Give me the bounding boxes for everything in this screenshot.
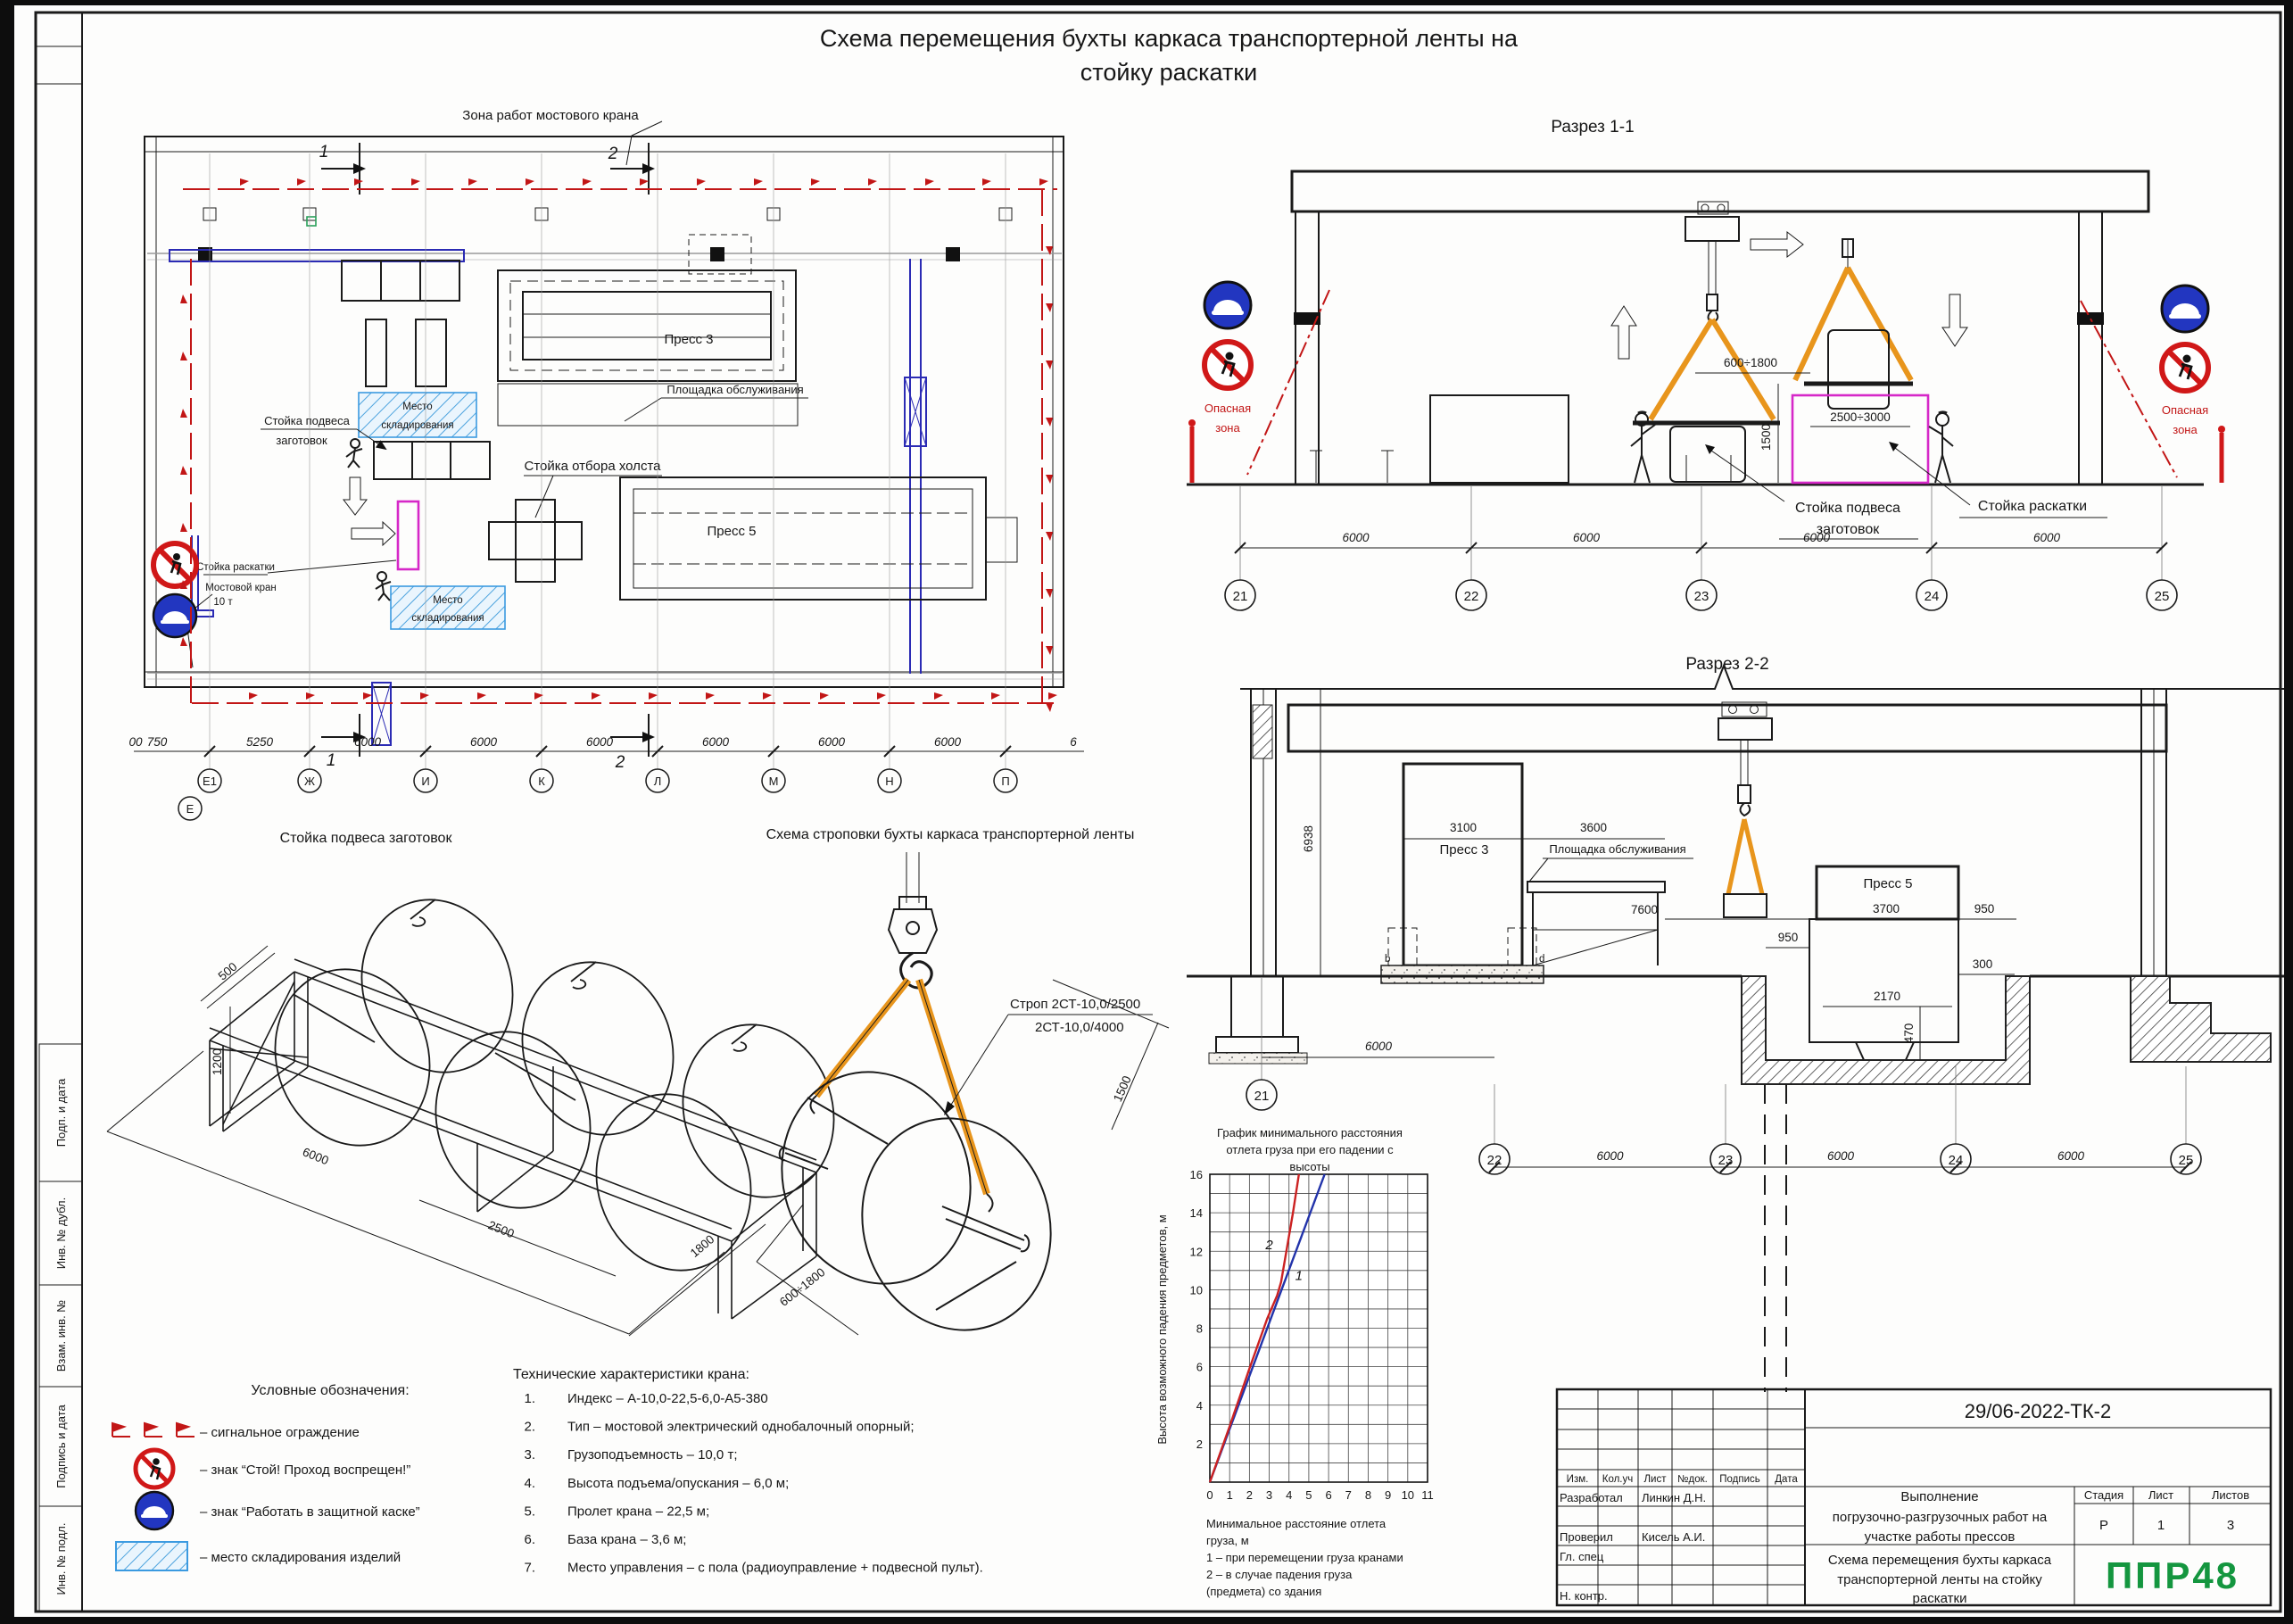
- sidebar-label: Взам. инв. №: [54, 1299, 68, 1372]
- plan-dim-label: 6000: [933, 735, 962, 749]
- tb-control-role: Н. контр.: [1560, 1589, 1608, 1603]
- plan-dim-label: 00: [128, 735, 143, 749]
- chart-note-3: (предмета) со здания: [1206, 1585, 1322, 1598]
- chart-line2-label: 2: [1265, 1238, 1273, 1254]
- sidebar-label: Инв. № подл.: [54, 1522, 68, 1595]
- s2-dim-2170: 2170: [1873, 990, 1901, 1003]
- svg-text:500: 500: [215, 959, 240, 983]
- svg-text:Стойка подвеса: Стойка подвеса: [264, 414, 350, 427]
- section2-title: Разрез 2-2: [1685, 655, 1769, 674]
- svg-text:Стойка раскатки: Стойка раскатки: [1977, 499, 2088, 514]
- plan-axis-label: П: [1001, 775, 1010, 788]
- svg-text:Стойка подвеса: Стойка подвеса: [1795, 501, 1900, 516]
- chart-y-tick: 10: [1189, 1283, 1203, 1297]
- tb-header: №док.: [1677, 1474, 1708, 1485]
- chart-x-tick: 10: [1401, 1488, 1415, 1502]
- plan-dim-label: 6000: [353, 735, 382, 749]
- chart-line1-label: 1: [1295, 1268, 1303, 1284]
- svg-text:Опасная: Опасная: [1204, 402, 1252, 415]
- svg-text:Пресс 3: Пресс 3: [1439, 842, 1489, 858]
- svg-text:10 т: 10 т: [213, 597, 233, 608]
- svg-text:1200: 1200: [211, 1048, 224, 1076]
- tb-name-2: транспортерной ленты на стойку: [1837, 1572, 2042, 1587]
- spec-item-number: 4.: [524, 1475, 535, 1491]
- chart-y-tick: 12: [1189, 1245, 1203, 1259]
- spec-item-text: Тип – мостовой электрический однобалочный опорный;: [567, 1419, 915, 1435]
- specs-title: Технические характеристики крана:: [513, 1367, 749, 1382]
- plan-storage1-line2: складирования: [381, 420, 454, 431]
- chart-y-tick: 6: [1196, 1360, 1203, 1374]
- chart-note-1: 1 – при перемещении груза кранами: [1206, 1551, 1403, 1564]
- svg-text:Стойка раскатки: Стойка раскатки: [196, 562, 275, 573]
- svg-text:заготовок: заготовок: [1816, 522, 1880, 537]
- legend-item-fence: – сигнальное ограждение: [200, 1425, 360, 1440]
- s2-dim-label: 6000: [1826, 1149, 1855, 1163]
- helmet-sign-icon: [136, 1492, 173, 1529]
- plan-axis-label: Ж: [303, 775, 316, 788]
- plan-dim-label: 6000: [817, 735, 846, 749]
- svg-text:b: b: [1385, 954, 1391, 965]
- plan-no-walk-sign: [153, 543, 196, 586]
- chart-title-2: отлета груза при его падении с: [1226, 1143, 1394, 1156]
- chart-x-tick: 5: [1305, 1488, 1312, 1502]
- spec-item-number: 6.: [524, 1532, 535, 1547]
- s2-dim-label: 6000: [1596, 1149, 1624, 1163]
- tb-checked-name: Кисель А.И.: [1642, 1530, 1706, 1544]
- tb-name-3: раскатки: [1912, 1591, 1967, 1606]
- svg-text:2СТ-10,0/4000: 2СТ-10,0/4000: [1035, 1020, 1124, 1035]
- chart-x-tick: 2: [1246, 1488, 1253, 1502]
- s2-axis-label: 23: [1718, 1153, 1734, 1168]
- tb-chief-role: Гл. спец: [1560, 1550, 1604, 1563]
- plan-storage2-line2: складирования: [411, 613, 484, 624]
- plan-helmet-sign: [153, 594, 196, 637]
- chart-x-tick: 1: [1226, 1488, 1233, 1502]
- s1-dim-label: 6000: [2032, 531, 2061, 544]
- tb-work-3: участке работы прессов: [1864, 1529, 2016, 1545]
- s2-axis-label: 25: [2178, 1153, 2194, 1168]
- tb-developed-name: Линкин Д.Н.: [1642, 1491, 1707, 1504]
- spec-item-text: Место управления – с пола (радиоуправление + подвесной пульт).: [567, 1560, 983, 1576]
- chart-plot: [1190, 1168, 1434, 1502]
- spec-item-number: 7.: [524, 1560, 535, 1576]
- s2-axis-label: 21: [1254, 1089, 1270, 1104]
- svg-text:зона: зона: [2173, 423, 2198, 436]
- spec-item-text: Грузоподъемность – 10,0 т;: [567, 1447, 738, 1463]
- tb-work-1: Выполнение: [1900, 1489, 1979, 1504]
- chart-x-tick: 0: [1206, 1488, 1213, 1502]
- svg-text:2: 2: [615, 753, 625, 772]
- s1-axis-label: 22: [1463, 589, 1479, 604]
- chart-ylabel: Высота возможного падения предметов, м: [1155, 1214, 1169, 1445]
- spec-item-text: База крана – 3,6 м;: [567, 1532, 687, 1547]
- tb-header: Изм.: [1566, 1474, 1589, 1485]
- s2-dim-label: 6000: [1364, 1040, 1393, 1053]
- svg-text:6000: 6000: [300, 1145, 331, 1168]
- svg-text:Мостовой кран: Мостовой кран: [205, 583, 277, 593]
- s2-dim-300: 300: [1972, 957, 1993, 971]
- plan-axis-label: И: [421, 775, 430, 788]
- sidebar-label: Инв. № дубл.: [54, 1197, 68, 1270]
- tb-sheet-value: 1: [2156, 1518, 2165, 1533]
- s1-axis-label: 23: [1693, 589, 1709, 604]
- plan-axis-label: М: [768, 775, 779, 788]
- tb-sheet-label: Лист: [2148, 1488, 2174, 1502]
- s2-dim-7600: 7600: [1630, 903, 1658, 916]
- svg-text:Пресс 5: Пресс 5: [1863, 876, 1913, 891]
- storage-icon: [116, 1542, 187, 1570]
- s1-dim-stand: 2500÷3000: [1830, 410, 1891, 424]
- tb-sheets-label: Листов: [2211, 1488, 2250, 1502]
- tb-work-2: погрузочно-разгрузочных работ на: [1832, 1510, 2048, 1525]
- s1-axis-label: 21: [1232, 589, 1248, 604]
- chart-note-2: 2 – в случае падения груза: [1206, 1568, 1353, 1581]
- plan-storage2-line1: Место: [433, 595, 463, 606]
- chart-x-tick: 7: [1345, 1488, 1352, 1502]
- plan-press5-label: Пресс 5: [707, 524, 757, 539]
- chart-x-tick: 4: [1286, 1488, 1293, 1502]
- svg-text:зона: зона: [1215, 421, 1240, 435]
- sheet-paper: [14, 5, 2284, 1617]
- svg-text:1800: 1800: [687, 1232, 717, 1260]
- chart-title-1: График минимального расстояния: [1217, 1126, 1403, 1139]
- s1-dim-label: 6000: [1572, 531, 1601, 544]
- chart-x-tick: 9: [1385, 1488, 1392, 1502]
- plan-platform-label: Площадка обслуживания: [666, 383, 804, 396]
- s2-dim-470: 470: [1902, 1023, 1916, 1044]
- plan-axis-label: Е: [186, 802, 195, 816]
- tb-developed-role: Разработал: [1560, 1491, 1623, 1504]
- plan-storage1-line1: Место: [402, 402, 433, 412]
- chart-caption-2: груза, м: [1206, 1534, 1249, 1547]
- svg-text:Стойка отбора холста: Стойка отбора холста: [524, 459, 661, 474]
- tb-header: Подпись: [1719, 1474, 1760, 1485]
- plan-axis-label: К: [538, 775, 545, 788]
- sidebar-label: Подп. и дата: [54, 1078, 68, 1148]
- plan-dim-label: 6: [1070, 735, 1077, 749]
- chart-y-tick: 2: [1196, 1437, 1203, 1451]
- legend-title: Условные обозначения:: [251, 1383, 410, 1398]
- s1-dim-label: 6000: [1802, 531, 1831, 544]
- plan-storage-area-2: [391, 586, 505, 629]
- sidebar-label: Подпись и дата: [54, 1404, 68, 1488]
- svg-text:Опасная: Опасная: [2161, 403, 2209, 417]
- svg-text:d: d: [1539, 954, 1545, 965]
- spec-item-number: 2.: [524, 1419, 535, 1435]
- plan-dim-label: 750: [146, 735, 168, 749]
- plan-axis-label: Л: [653, 775, 662, 788]
- svg-text:1: 1: [319, 143, 329, 162]
- sling-title: Схема строповки бухты каркаса транспортерной ленты: [766, 827, 1135, 842]
- spec-item-text: Пролет крана – 22,5 м;: [567, 1504, 710, 1520]
- s1-dim-label: 6000: [1342, 531, 1370, 544]
- plan-dim-label: 6000: [469, 735, 498, 749]
- chart-y-tick: 14: [1189, 1206, 1203, 1221]
- chart-y-tick: 8: [1196, 1322, 1203, 1336]
- s2-dim-950r: 950: [1974, 902, 1995, 916]
- svg-text:Площадка обслуживания: Площадка обслуживания: [1549, 842, 1686, 856]
- svg-text:600÷1800: 600÷1800: [776, 1265, 828, 1309]
- plan-press3-label: Пресс 3: [664, 332, 714, 347]
- chart-x-tick: 3: [1265, 1488, 1273, 1502]
- tb-header: Лист: [1643, 1474, 1667, 1485]
- chart-title-3: высоты: [1289, 1160, 1330, 1173]
- plan-axis-label: Е1: [203, 775, 217, 788]
- plan-zone-label: Зона работ мостового крана: [462, 108, 639, 123]
- page-title-line2: стойку раскатки: [1080, 59, 1258, 86]
- s2-dim-6938: 6938: [1302, 824, 1315, 853]
- chart-x-tick: 8: [1364, 1488, 1372, 1502]
- chart-x-tick: 11: [1421, 1488, 1434, 1502]
- s2-dim-3700: 3700: [1872, 902, 1900, 916]
- company-logo: ППР48: [2105, 1554, 2240, 1596]
- s1-dim-hook: 600÷1800: [1724, 356, 1777, 369]
- s2-axis-label: 22: [1486, 1153, 1502, 1168]
- s2-dim-950l: 950: [1777, 931, 1799, 944]
- s2-dim-3100: 3100: [1449, 821, 1478, 834]
- plan-dim-label: 5250: [245, 735, 274, 749]
- iso-title: Стойка подвеса заготовок: [279, 831, 452, 846]
- spec-item-text: Высота подъема/опускания – 6,0 м;: [567, 1475, 790, 1491]
- svg-text:Строп 2СТ-10,0/2500: Строп 2СТ-10,0/2500: [1010, 997, 1141, 1012]
- section1-title: Разрез 1-1: [1551, 118, 1635, 137]
- chart-y-tick: 4: [1196, 1398, 1203, 1413]
- s2-axis-label: 24: [1948, 1153, 1964, 1168]
- chart-caption-1: Минимальное расстояние отлета: [1206, 1517, 1387, 1530]
- plan-axis-label: Н: [885, 775, 894, 788]
- no-walk-sign-icon: [136, 1450, 173, 1487]
- tb-checked-role: Проверил: [1560, 1530, 1613, 1544]
- chart-y-tick: 16: [1189, 1168, 1203, 1181]
- plan-storage-area-1: [359, 393, 476, 437]
- tb-name-1: Схема перемещения бухты каркаса: [1827, 1553, 2052, 1568]
- s1-axis-label: 24: [1924, 589, 1940, 604]
- spec-item-number: 5.: [524, 1504, 535, 1520]
- tb-header: Кол.уч: [1602, 1474, 1634, 1485]
- plan-dim-label: 6000: [585, 735, 614, 749]
- spec-item-number: 1.: [524, 1391, 535, 1406]
- legend-item-helmet: – знак “Работать в защитной каске”: [200, 1504, 420, 1520]
- plan-dim-label: 6000: [701, 735, 730, 749]
- svg-text:1500: 1500: [1110, 1073, 1134, 1104]
- svg-text:1: 1: [326, 751, 336, 770]
- svg-text:2: 2: [608, 145, 618, 163]
- tb-doc-number: 29/06-2022-ТК-2: [1964, 1400, 2112, 1422]
- chart-x-tick: 6: [1325, 1488, 1332, 1502]
- svg-text:заготовок: заготовок: [276, 434, 327, 447]
- s2-dim-3600: 3600: [1579, 821, 1608, 834]
- tb-stage-value: Р: [2098, 1518, 2109, 1533]
- svg-text:2500: 2500: [485, 1218, 517, 1241]
- spec-item-text: Индекс – А-10,0-22,5-6,0-А5-380: [567, 1391, 768, 1406]
- page-title-line1: Схема перемещения бухты каркаса транспортерной ленты на: [819, 25, 1519, 52]
- s1-axis-label: 25: [2154, 589, 2170, 604]
- spec-item-number: 3.: [524, 1447, 535, 1463]
- tb-stage-label: Стадия: [2083, 1488, 2124, 1502]
- legend-item-storage: – место складирования изделий: [200, 1550, 401, 1565]
- tb-header: Дата: [1775, 1474, 1798, 1485]
- legend-item-stop: – знак “Стой! Проход воспрещен!”: [200, 1462, 411, 1478]
- s2-dim-label: 6000: [2057, 1149, 2085, 1163]
- tb-sheets-value: 3: [2226, 1518, 2235, 1533]
- s1-dim-1500: 1500: [1759, 423, 1773, 452]
